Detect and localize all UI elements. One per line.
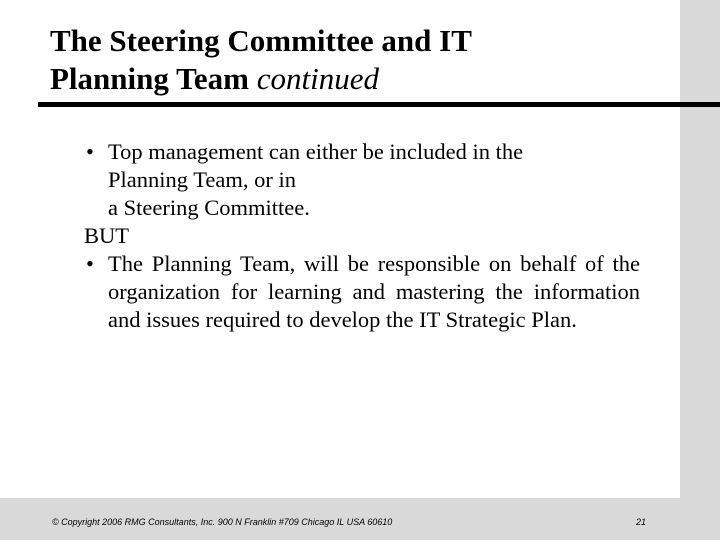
bullet-1-line-2: Planning Team, or in — [108, 167, 296, 192]
bullet-icon: • — [86, 251, 94, 276]
bullet-item-2 — [84, 250, 640, 334]
title-suffix: continued — [256, 61, 379, 96]
copyright-notice: © Copyright 2006 RMG Consultants, Inc. 900 N Franklin #709 Chicago IL USA 60610 — [52, 517, 393, 527]
title-divider — [38, 102, 720, 107]
bullet-icon: • — [86, 139, 94, 164]
title-line-1: The Steering Committee and IT — [50, 23, 472, 58]
right-decorative-bar — [680, 0, 720, 540]
page-number: 21 — [636, 517, 647, 527]
title-line-2: Planning Team — [50, 61, 249, 96]
bullet-1-line-3: a Steering Committee. — [108, 195, 310, 220]
connector-text: BUT — [84, 223, 129, 248]
bullet-1-line-1: Top management can either be included in the — [108, 139, 524, 164]
bullet-2-text: The Planning Team, will be responsible on behalf of the organization for learning and mastering the information and issues required to develop the IT Strategic Plan. — [108, 251, 640, 332]
slide-title — [50, 22, 670, 98]
slide-body — [84, 138, 640, 334]
bullet-item-1 — [84, 138, 640, 222]
